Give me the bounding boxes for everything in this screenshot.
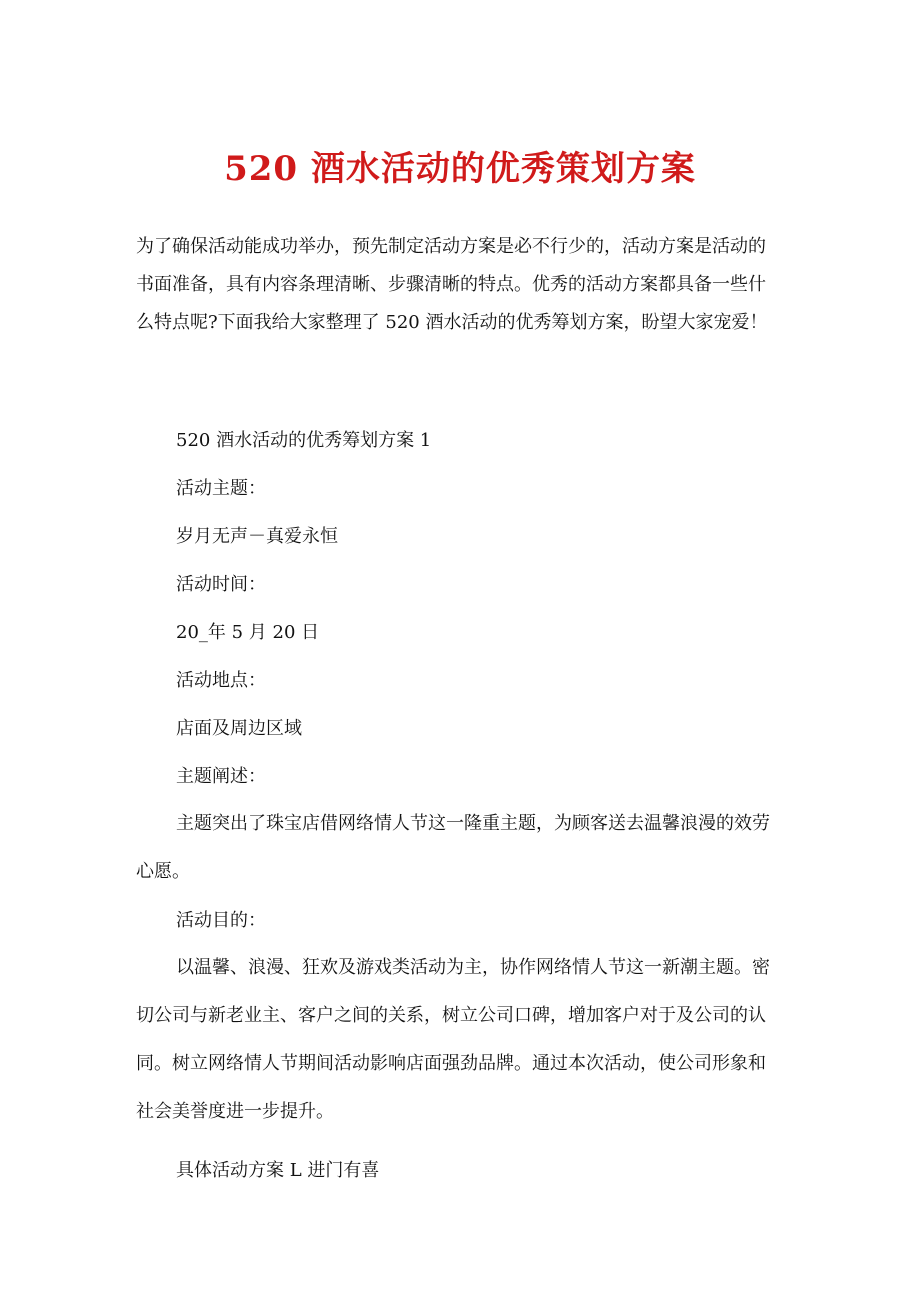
plan-heading: 具体活动方案 L 进门有喜: [176, 1160, 380, 1181]
elaboration-label: 主题阐述：: [176, 766, 266, 787]
elaboration-paragraph: [136, 800, 792, 896]
theme-value: 岁月无声－真爱永恒: [176, 526, 338, 547]
intro-paragraph: [136, 228, 786, 342]
purpose-line: 社会美誉度进一步提升。: [136, 1101, 334, 1122]
elaboration-line: 心愿。: [136, 861, 190, 882]
document-title: 520 酒水活动的优秀策划方案: [224, 149, 696, 189]
purpose-paragraph: [136, 944, 792, 1136]
intro-line: 为了确保活动能成功举办，预先制定活动方案是必不行少的，活动方案是活动的: [136, 236, 766, 257]
elaboration-line: 主题突出了珠宝店借网络情人节这一隆重主题，为顾客送去温馨浪漫的效劳: [176, 813, 770, 834]
purpose-line: 切公司与新老业主、客户之间的关系，树立公司口碑，增加客户对于及公司的认: [136, 1005, 766, 1026]
purpose-line: 同。树立网络情人节期间活动影响店面强劲品牌。通过本次活动，使公司形象和: [136, 1053, 766, 1074]
time-value: 20_年 5 月 20 日: [176, 622, 320, 643]
intro-line: 么特点呢?下面我给大家整理了 520 酒水活动的优秀筹划方案，盼望大家宠爱！: [136, 312, 768, 333]
purpose-label: 活动目的：: [176, 910, 266, 931]
section-heading: 520 酒水活动的优秀筹划方案 1: [176, 430, 432, 451]
time-label: 活动时间：: [176, 574, 266, 595]
place-label: 活动地点：: [176, 670, 266, 691]
intro-line: 书面准备，具有内容条理清晰、步骤清晰的特点。优秀的活动方案都具备一些什: [136, 274, 766, 295]
theme-label: 活动主题：: [176, 478, 266, 499]
purpose-line: 以温馨、浪漫、狂欢及游戏类活动为主，协作网络情人节这一新潮主题。密: [176, 957, 770, 978]
place-value: 店面及周边区域: [176, 718, 302, 739]
